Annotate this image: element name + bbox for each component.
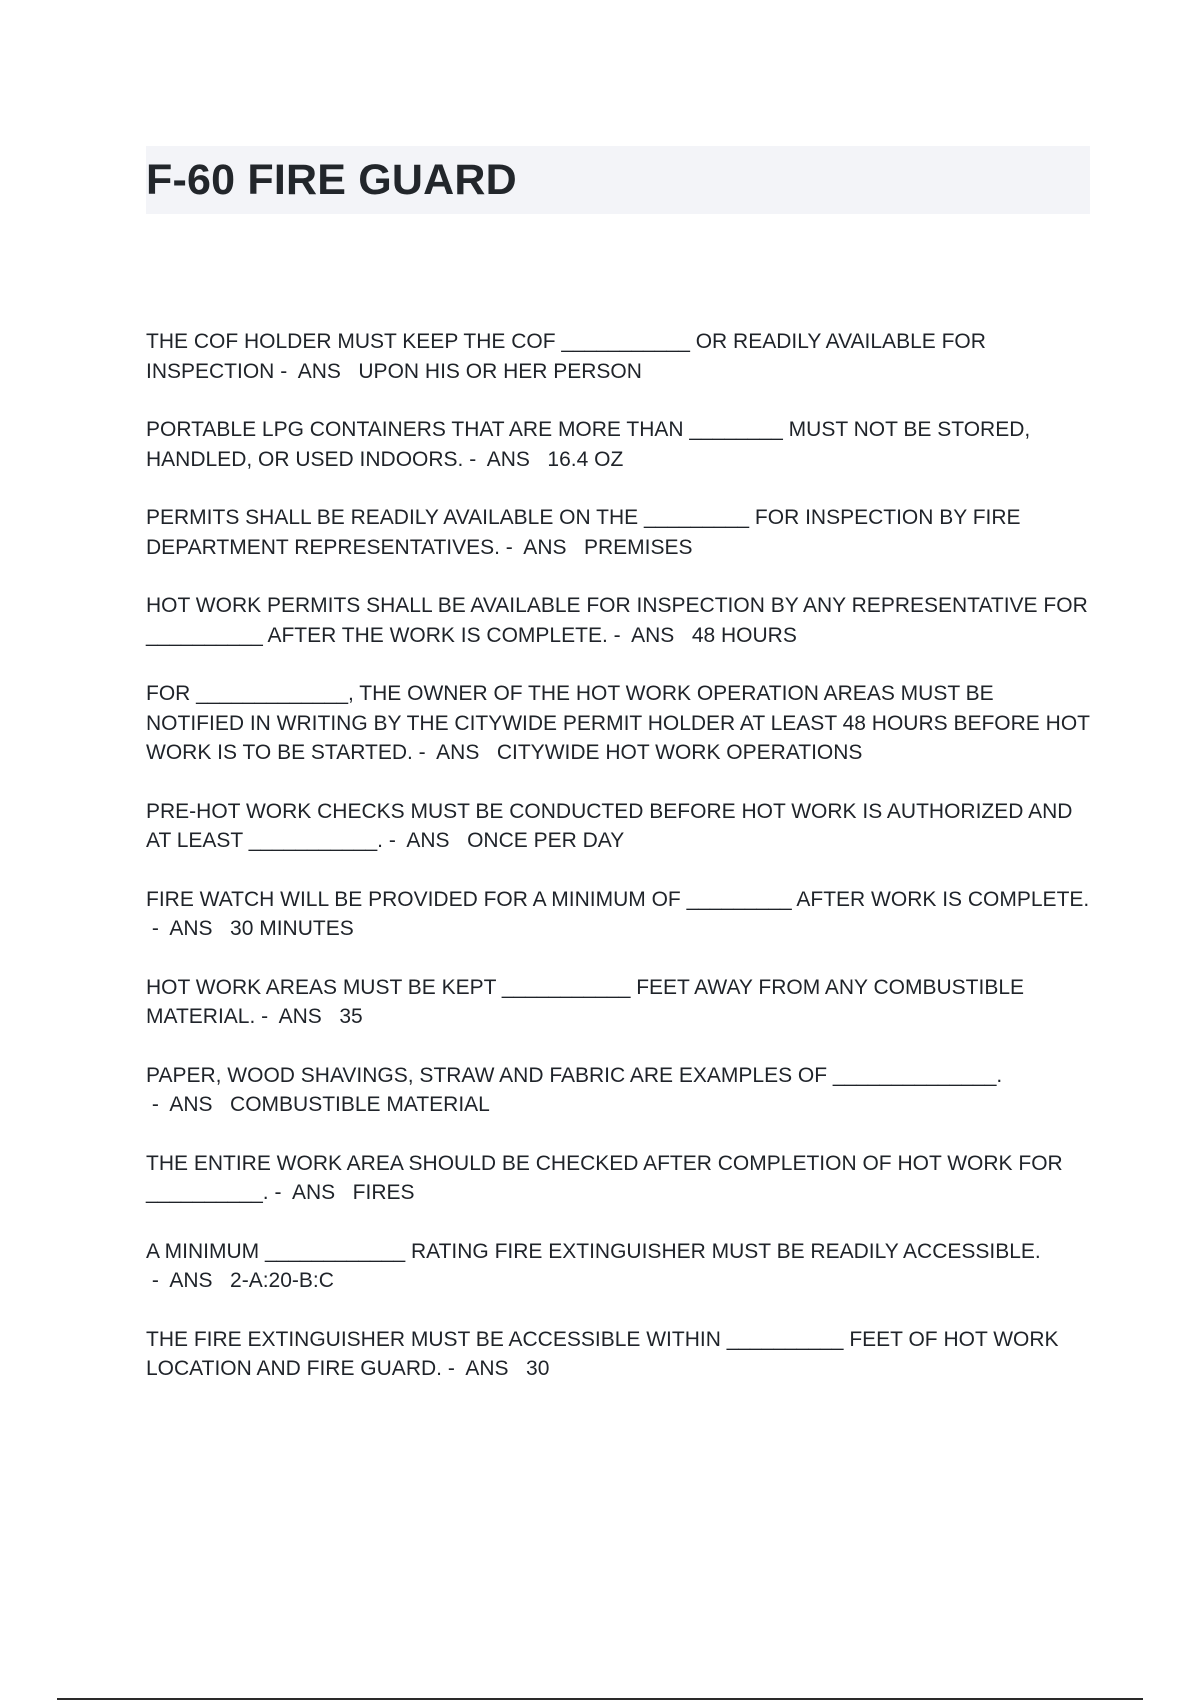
question-text: FIRE WATCH WILL BE PROVIDED FOR A MINIMUM OF _________ AFTER WORK IS COMPLETE. (146, 887, 1090, 911)
qa-item-5 (146, 679, 1090, 768)
qa-item-1 (146, 327, 1090, 386)
answer-text: COMBUSTIBLE MATERIAL (230, 1093, 490, 1116)
question-text: PAPER, WOOD SHAVINGS, STRAW AND FABRIC ARE EXAMPLES OF ______________. (146, 1063, 1003, 1087)
qa-item-11 (146, 1237, 1090, 1296)
question-text: THE COF HOLDER MUST KEEP THE COF ___________ OR READILY AVAILABLE FOR INSPECTION (146, 330, 986, 383)
qa-item-6 (146, 797, 1090, 856)
answer-text: ONCE PER DAY (467, 829, 625, 852)
question-text: PERMITS SHALL BE READILY AVAILABLE ON THE _________ FOR INSPECTION BY FIRE DEPARTMENT REPRESENTATIVES. (146, 506, 1021, 559)
answer-text: 48 HOURS (691, 623, 797, 647)
answer-text: FIRES (352, 1181, 415, 1204)
question-text: PORTABLE LPG CONTAINERS THAT ARE MORE THAN ________ MUST NOT BE STORED, HANDLED, OR USED INDOORS. (146, 418, 1031, 471)
answer-separator: - ANS (268, 1181, 353, 1204)
question-text: FOR _____________, THE OWNER OF THE HOT WORK OPERATION AREAS MUST BE NOTIFIED IN WRITING BY THE CITYWIDE PERMIT HOLDER AT LEAST 48 HOURS BEFORE HOT WORK IS TO BE STARTED. (146, 682, 1090, 764)
answer-separator: - ANS (463, 447, 548, 471)
answer-separator: - ANS (255, 1005, 340, 1028)
qa-item-8 (146, 973, 1090, 1032)
answer-text: 30 MINUTES (230, 917, 354, 940)
qa-item-9 (146, 1061, 1090, 1120)
answer-separator: - ANS (499, 535, 584, 559)
answer-separator: - ANS (412, 741, 497, 764)
answer-text: CITYWIDE HOT WORK OPERATIONS (496, 741, 863, 764)
qa-item-3 (146, 503, 1090, 562)
answer-text: PREMISES (584, 535, 693, 559)
answer-text: 30 (526, 1357, 550, 1380)
question-list (146, 327, 1090, 1413)
answer-separator: - ANS (146, 1269, 231, 1292)
qa-item-12 (146, 1325, 1090, 1384)
answer-text: 2-A:20-B:C (230, 1269, 334, 1292)
question-text: THE FIRE EXTINGUISHER MUST BE ACCESSIBLE WITHIN __________ FEET OF HOT WORK LOCATION AND FIRE GUARD. (146, 1327, 1059, 1380)
answer-text: 35 (339, 1005, 363, 1028)
answer-text: 16.4 OZ (547, 447, 624, 471)
answer-separator: - ANS (274, 359, 359, 383)
qa-item-7 (146, 885, 1090, 944)
question-text: HOT WORK PERMITS SHALL BE AVAILABLE FOR INSPECTION BY ANY REPRESENTATIVE FOR __________ AFTER THE WORK IS COMPLETE. (146, 594, 1088, 647)
document-title: F-60 FIRE GUARD (146, 156, 517, 204)
answer-separator: - ANS (383, 829, 468, 852)
question-text: HOT WORK AREAS MUST BE KEPT ___________ FEET AWAY FROM ANY COMBUSTIBLE MATERIAL. (146, 975, 1025, 1028)
answer-separator: - ANS (146, 917, 231, 940)
title-band (146, 146, 1090, 214)
answer-separator: - ANS (146, 1093, 231, 1116)
answer-text: UPON HIS OR HER PERSON (358, 359, 642, 383)
qa-item-4 (146, 591, 1090, 650)
qa-item-2 (146, 415, 1090, 474)
question-text: THE ENTIRE WORK AREA SHOULD BE CHECKED AFTER COMPLETION OF HOT WORK FOR __________. (146, 1151, 1063, 1204)
answer-separator: - ANS (441, 1357, 527, 1380)
qa-item-10 (146, 1149, 1090, 1208)
question-text: A MINIMUM ____________ RATING FIRE EXTINGUISHER MUST BE READILY ACCESSIBLE. (146, 1239, 1041, 1263)
question-text: PRE-HOT WORK CHECKS MUST BE CONDUCTED BEFORE HOT WORK IS AUTHORIZED AND AT LEAST ___________. (146, 799, 1073, 852)
answer-separator: - ANS (607, 623, 692, 647)
